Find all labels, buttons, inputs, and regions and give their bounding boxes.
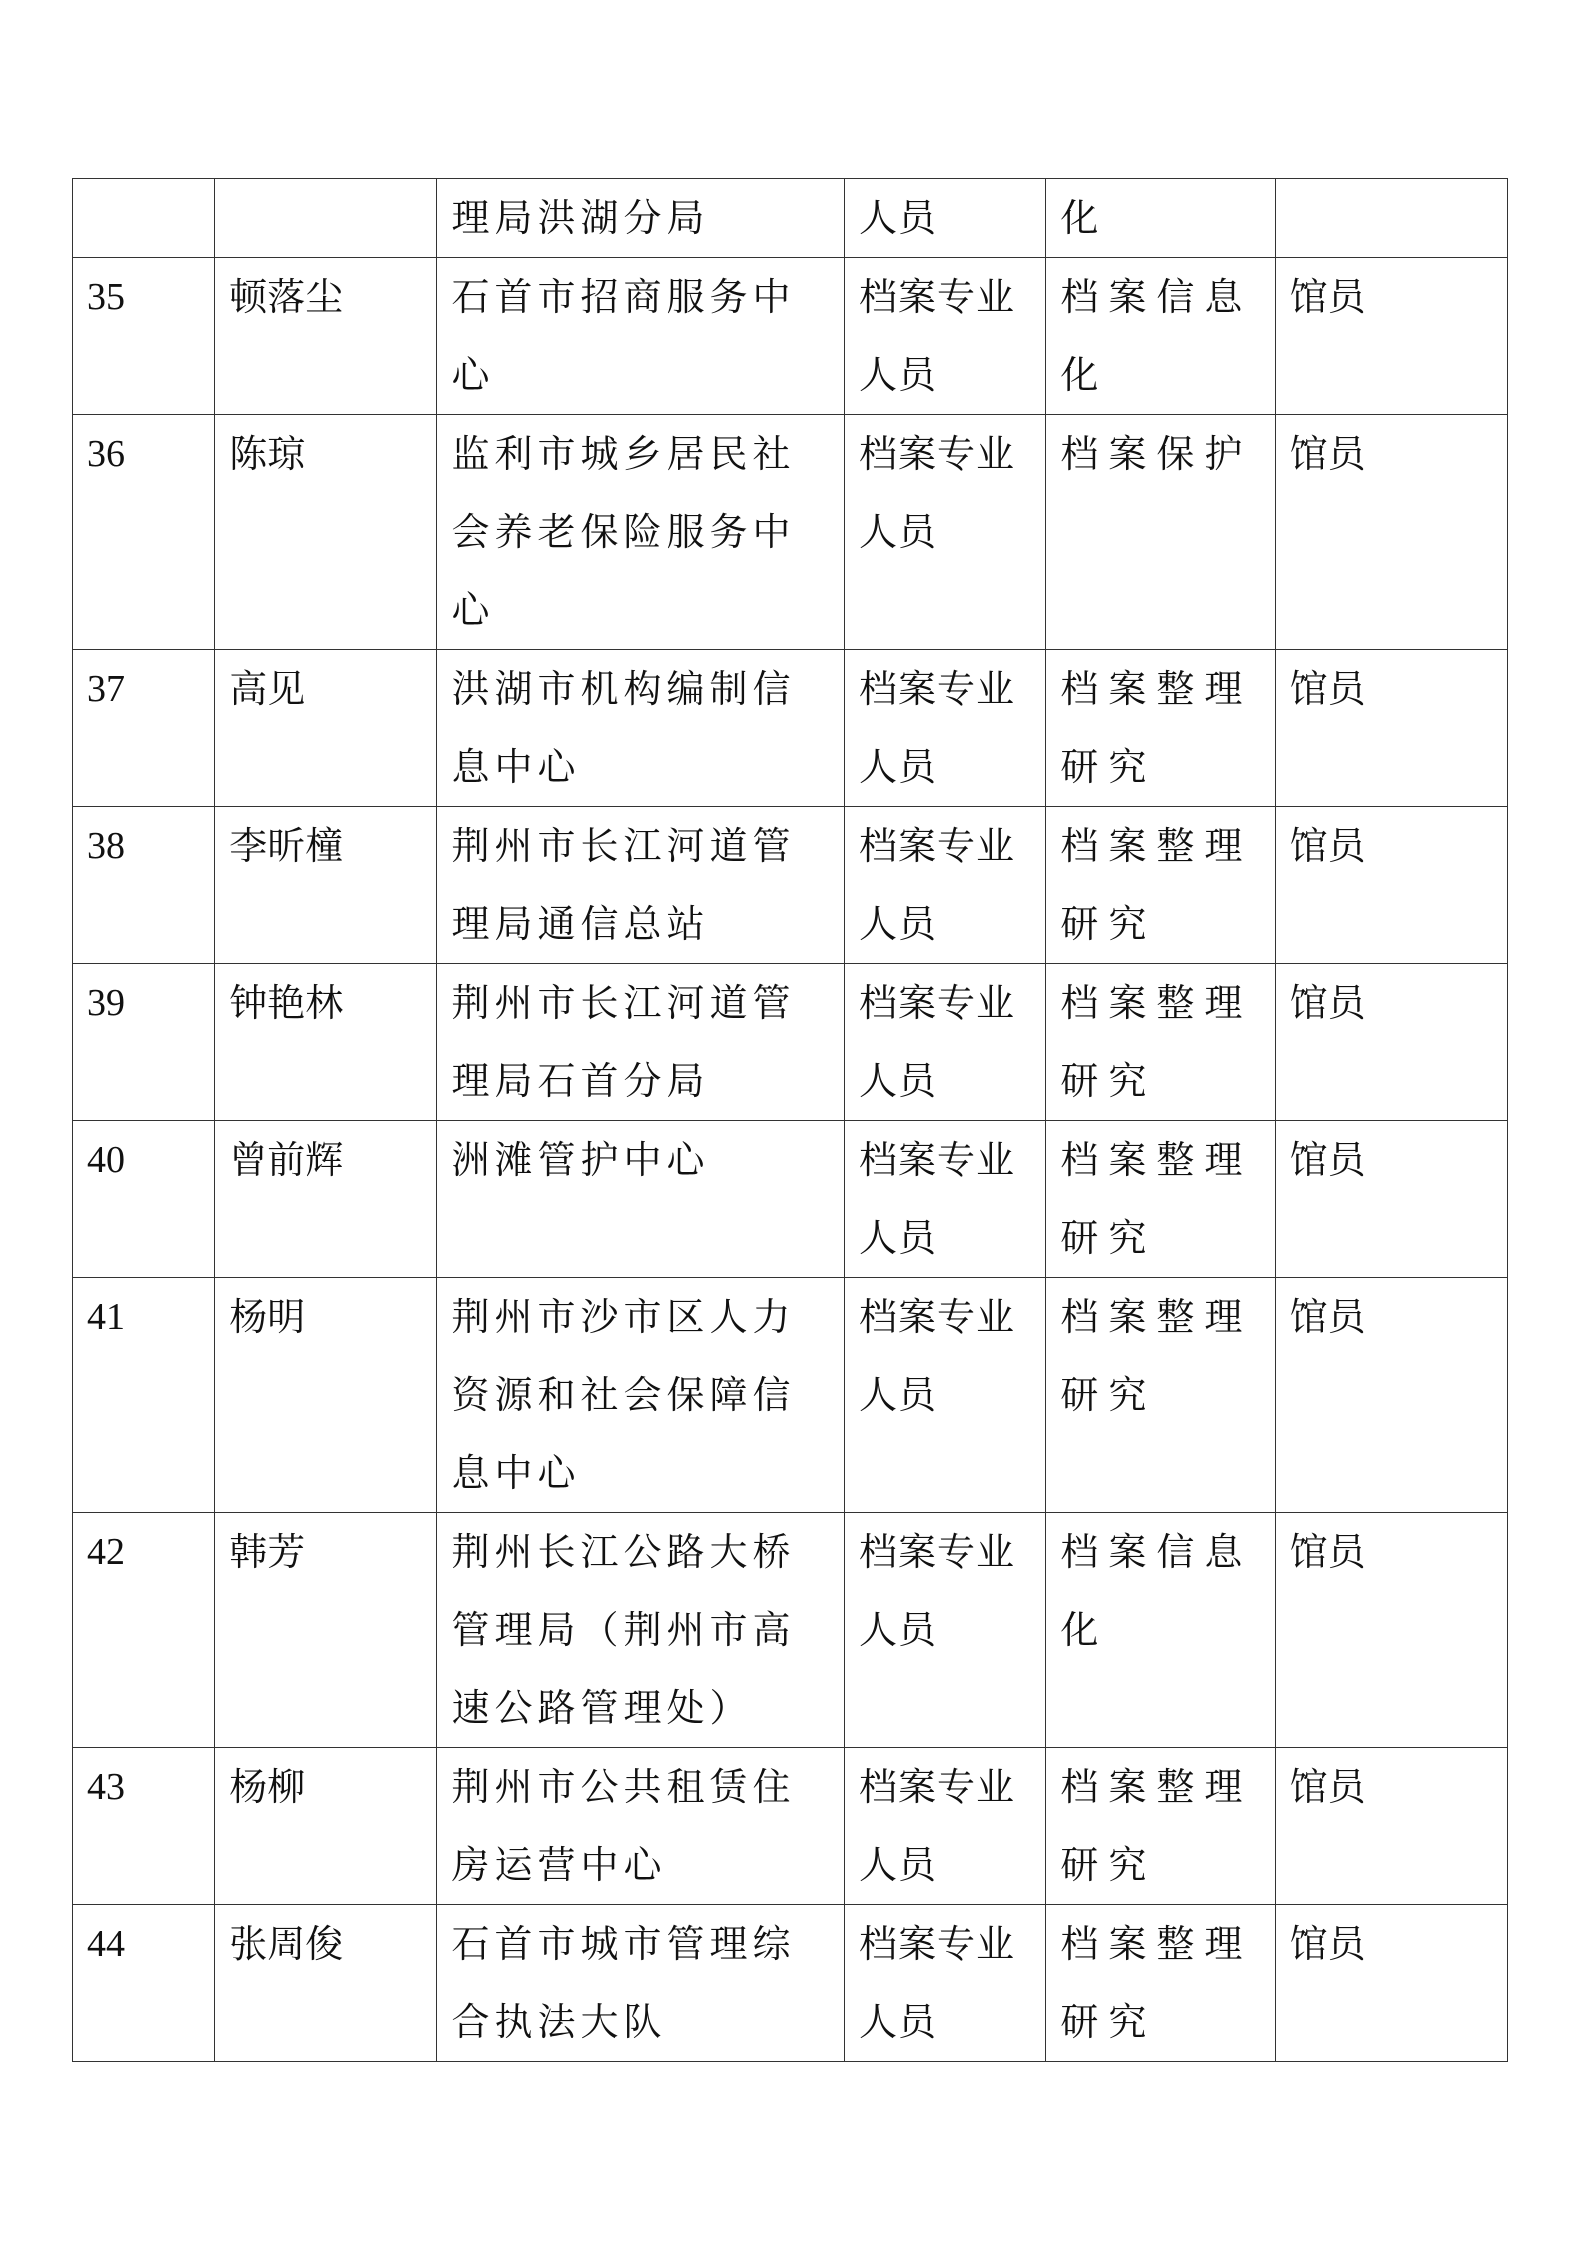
cell-field: 档案整理研究	[1046, 1905, 1275, 2062]
cell-number: 44	[73, 1905, 215, 2062]
cell-title: 馆员	[1275, 1513, 1507, 1748]
cell-unit: 荆州市公共租赁住房运营中心	[437, 1748, 845, 1905]
cell-category: 人员	[845, 179, 1046, 258]
cell-field: 档案整理研究	[1046, 807, 1275, 964]
cell-number	[73, 179, 215, 258]
cell-name: 韩芳	[215, 1513, 437, 1748]
cell-field: 档案信息化	[1046, 258, 1275, 415]
table-row	[73, 650, 1508, 807]
cell-field: 档案整理研究	[1046, 650, 1275, 807]
cell-title	[1275, 179, 1507, 258]
table-row	[73, 1748, 1508, 1905]
cell-unit: 荆州长江公路大桥管理局（荆州市高速公路管理处）	[437, 1513, 845, 1748]
cell-title: 馆员	[1275, 650, 1507, 807]
cell-number: 41	[73, 1278, 215, 1513]
table-row	[73, 1513, 1508, 1748]
cell-number: 36	[73, 415, 215, 650]
cell-title: 馆员	[1275, 258, 1507, 415]
cell-field: 化	[1046, 179, 1275, 258]
cell-unit: 荆州市长江河道管理局通信总站	[437, 807, 845, 964]
cell-unit: 理局洪湖分局	[437, 179, 845, 258]
table-row	[73, 179, 1508, 258]
cell-number: 37	[73, 650, 215, 807]
table-row	[73, 1121, 1508, 1278]
cell-category: 档案专业人员	[845, 1121, 1046, 1278]
cell-unit: 荆州市长江河道管理局石首分局	[437, 964, 845, 1121]
cell-unit: 石首市城市管理综合执法大队	[437, 1905, 845, 2062]
cell-title: 馆员	[1275, 415, 1507, 650]
cell-name: 高见	[215, 650, 437, 807]
cell-unit: 石首市招商服务中心	[437, 258, 845, 415]
cell-name: 陈琼	[215, 415, 437, 650]
cell-category: 档案专业人员	[845, 1513, 1046, 1748]
cell-unit: 洪湖市机构编制信息中心	[437, 650, 845, 807]
cell-field: 档案整理研究	[1046, 1748, 1275, 1905]
cell-title: 馆员	[1275, 807, 1507, 964]
cell-field: 档案信息化	[1046, 1513, 1275, 1748]
cell-name: 李昕橦	[215, 807, 437, 964]
table-row	[73, 1278, 1508, 1513]
cell-name: 顿落尘	[215, 258, 437, 415]
cell-category: 档案专业人员	[845, 258, 1046, 415]
cell-number: 40	[73, 1121, 215, 1278]
table-row	[73, 258, 1508, 415]
cell-name	[215, 179, 437, 258]
cell-name: 杨柳	[215, 1748, 437, 1905]
cell-title: 馆员	[1275, 1278, 1507, 1513]
cell-category: 档案专业人员	[845, 964, 1046, 1121]
cell-category: 档案专业人员	[845, 1278, 1046, 1513]
cell-title: 馆员	[1275, 1905, 1507, 2062]
cell-unit: 洲滩管护中心	[437, 1121, 845, 1278]
cell-name: 曾前辉	[215, 1121, 437, 1278]
roster-table	[72, 178, 1508, 2062]
table-row	[73, 1905, 1508, 2062]
cell-name: 张周俊	[215, 1905, 437, 2062]
cell-title: 馆员	[1275, 1748, 1507, 1905]
cell-unit: 监利市城乡居民社会养老保险服务中心	[437, 415, 845, 650]
table-row	[73, 415, 1508, 650]
cell-name: 杨明	[215, 1278, 437, 1513]
cell-number: 42	[73, 1513, 215, 1748]
cell-number: 38	[73, 807, 215, 964]
cell-category: 档案专业人员	[845, 807, 1046, 964]
cell-field: 档案保护	[1046, 415, 1275, 650]
cell-field: 档案整理研究	[1046, 1121, 1275, 1278]
cell-title: 馆员	[1275, 964, 1507, 1121]
cell-category: 档案专业人员	[845, 1748, 1046, 1905]
cell-category: 档案专业人员	[845, 1905, 1046, 2062]
cell-category: 档案专业人员	[845, 415, 1046, 650]
cell-category: 档案专业人员	[845, 650, 1046, 807]
cell-unit: 荆州市沙市区人力资源和社会保障信息中心	[437, 1278, 845, 1513]
cell-number: 35	[73, 258, 215, 415]
cell-field: 档案整理研究	[1046, 1278, 1275, 1513]
table-row	[73, 807, 1508, 964]
cell-title: 馆员	[1275, 1121, 1507, 1278]
table-row	[73, 964, 1508, 1121]
cell-name: 钟艳林	[215, 964, 437, 1121]
cell-field: 档案整理研究	[1046, 964, 1275, 1121]
cell-number: 43	[73, 1748, 215, 1905]
cell-number: 39	[73, 964, 215, 1121]
